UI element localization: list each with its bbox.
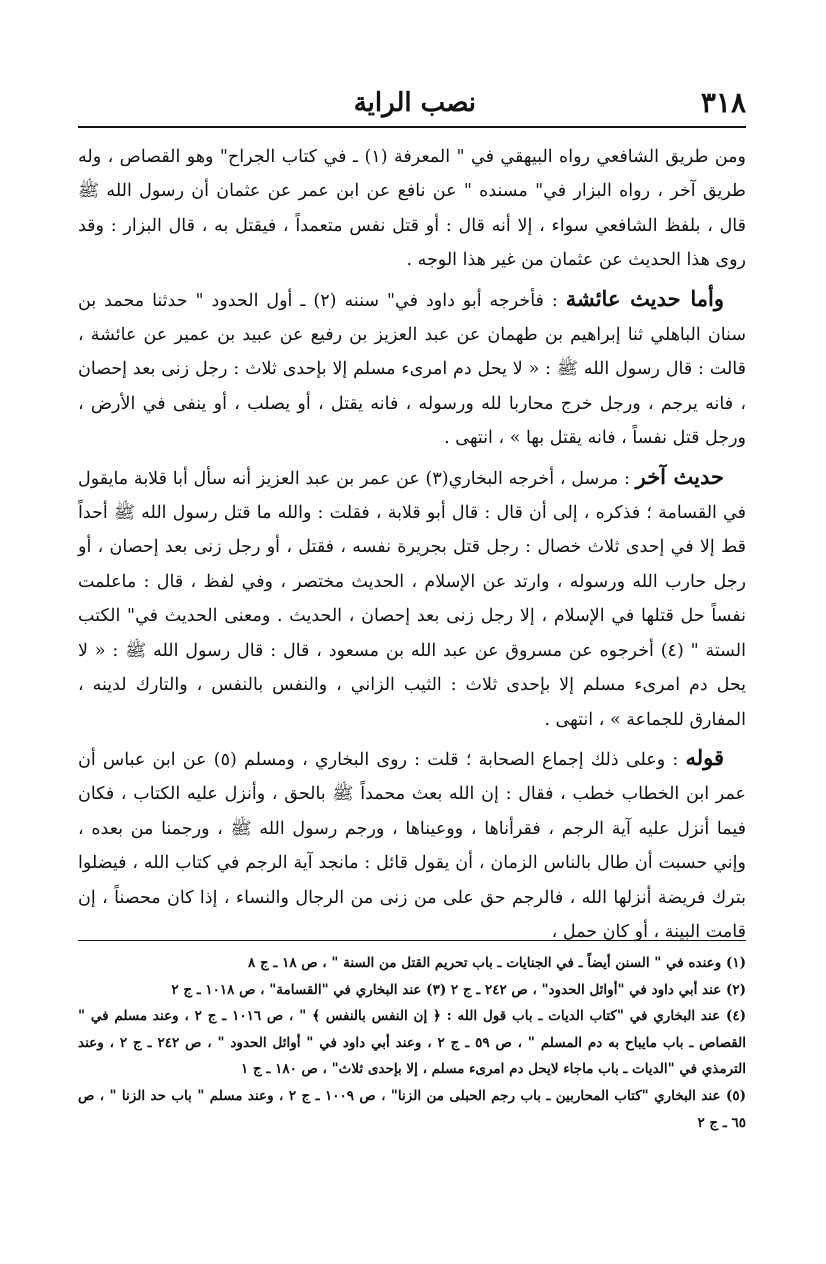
- paragraph-text: : وعلى ذلك إجماع الصحابة ؛ قلت : روى البخاري ، ومسلم (٥) عن ابن عباس أن عمر ابن الخطاب خطب ، فقال : إن الله بعث محمداً ﷺ بالحق ، وأنزل عليه الكتاب ، فكان فيما أنزل عليه آية الرجم ، فقرأناها ، ووعيناها ، ورجم رسول الله ﷺ ، ورجمنا من بعده ، وإني حسبت أن طال بالناس الزمان ، أن يقول قائل : مانجد آية الرجم في كتاب الله ، فيضلوا بترك فريضة أنزلها الله ، فالرجم حق على من زنى من الرجال والنساء ، إذا كان محصناً ، إن قامت البينة ، أو كان حمل ،: [78, 749, 746, 942]
- footnote-rule: [78, 940, 746, 941]
- paragraph: [78, 282, 746, 456]
- page-header: [78, 84, 746, 124]
- page-number: ٣١٨: [700, 86, 746, 119]
- paragraph-lead: وأما حديث عائشة: [565, 285, 724, 311]
- paragraph: [78, 140, 746, 278]
- paragraph-text: : مرسل ، أخرجه البخاري(٣) عن عمر بن عبد العزيز أنه سأل أبا قلابة مايقول في القسامة ؛ فذكره ، إلى أن قال : قال أبو قلابة ، فقلت : والله ما قتل رسول الله ﷺ أحداً قط إلا في إحدى ثلاث خصال : رجل قتل بجريرة نفسه ، فقتل ، أو رجل زنى بعد إحصان ، أو رجل حارب الله ورسوله ، وارتد عن الإسلام ، الحديث مختصر ، وفي لفظ ، قال : ماعلمت نفساً حل قتلها في الإسلام ، إلا رجل زنى بعد إحصان ، الحديث . ومعنى الحديث في" الكتب الستة " (٤) أخرجوه عن مسروق عن عبد الله بن مسعود ، قال : قال رسول الله ﷺ : « لا يحل دم امرىء مسلم إلا بإحدى ثلاث : الثيب الزاني ، والنفس بالنفس ، والتارك لدينه ، المفارق للجماعة » ، انتهى .: [78, 468, 746, 730]
- footnotes: [78, 950, 746, 1136]
- paragraph-text: ومن طريق الشافعي رواه البيهقي في " المعرفة (١) ـ في كتاب الجراح" وهو القصاص ، وله طريق آخر ، رواه البزار في" مسنده " عن نافع عن ابن عمر عن عثمان أن رسول الله ﷺ قال ، بلفظ الشافعي سواء ، إلا أنه قال : أو قتل نفس متعمداً ، فيقتل به ، قال البزار : وقد روى هذا الحديث عن عثمان من غير هذا الوجه .: [78, 147, 746, 271]
- paragraph-lead: قوله: [685, 744, 724, 770]
- running-title: نصب الراية: [353, 88, 476, 118]
- paragraph-lead: حديث آخر: [635, 463, 724, 489]
- footnote: (٥) عند البخاري "كتاب المحاربين ـ باب رجم الحبلى من الزنا" ، ص ١٠٠٩ ـ ج ٢ ، وعند مسلم " باب حد الزنا " ، ص ٦٥ ـ ج ٢: [78, 1087, 746, 1131]
- footnote: (١) وعنده في " السنن أيضاً ـ في الجنايات ـ باب تحريم القتل من السنة " ، ص ١٨ ـ ج ٨: [248, 955, 746, 971]
- paragraph: [78, 741, 746, 949]
- footnote: (٢) عند أبي داود في "أوائل الحدود" ، ص ٢٤٢ ـ ج ٢ (٣) عند البخاري في "القسامة" ، ص ١٠١٨ ـ ج ٢: [171, 981, 746, 998]
- paragraph-text: : فأخرجه أبو داود في" سننه (٢) ـ أول الحدود " حدثنا محمد بن سنان الباهلي ثنا إبراهيم بن طهمان عن عبد العزيز بن رفيع عن عبيد بن عمير عن عائشة ، قالت : قال رسول الله ﷺ : « لا يحل دم امرىء مسلم إلا بإحدى ثلاث : رجل زنى بعد إحصان ، فانه يرجم ، ورجل خرج محاربا لله ورسوله ، فانه يقتل ، أو يصلب ، أو ينفى في الأرض ، ورجل قتل نفساً ، فانه يقتل بها » ، انتهى .: [78, 290, 746, 449]
- header-rule: [78, 126, 746, 128]
- paragraph: [78, 460, 746, 737]
- footnote: (٤) عند البخاري في "كتاب الديات ـ باب قول الله : ﴿ إن النفس بالنفس ﴾ " ، ص ١٠١٦ ـ ج ٢ ، وعند مسلم في " القصاص ـ باب مايباح به دم المسلم " ، ص ٥٩ ـ ج ٢ ، وعند أبي داود في " أوائل الحدود " ، ص ٢٤٢ ـ ج ٢ ، وعند الترمذي في "الديات ـ باب ماجاء لايحل دم امرىء مسلم ، إلا بإحدى ثلاث" ، ص ١٨٠ ـ ج ١: [78, 1008, 746, 1078]
- body-text: [78, 140, 746, 953]
